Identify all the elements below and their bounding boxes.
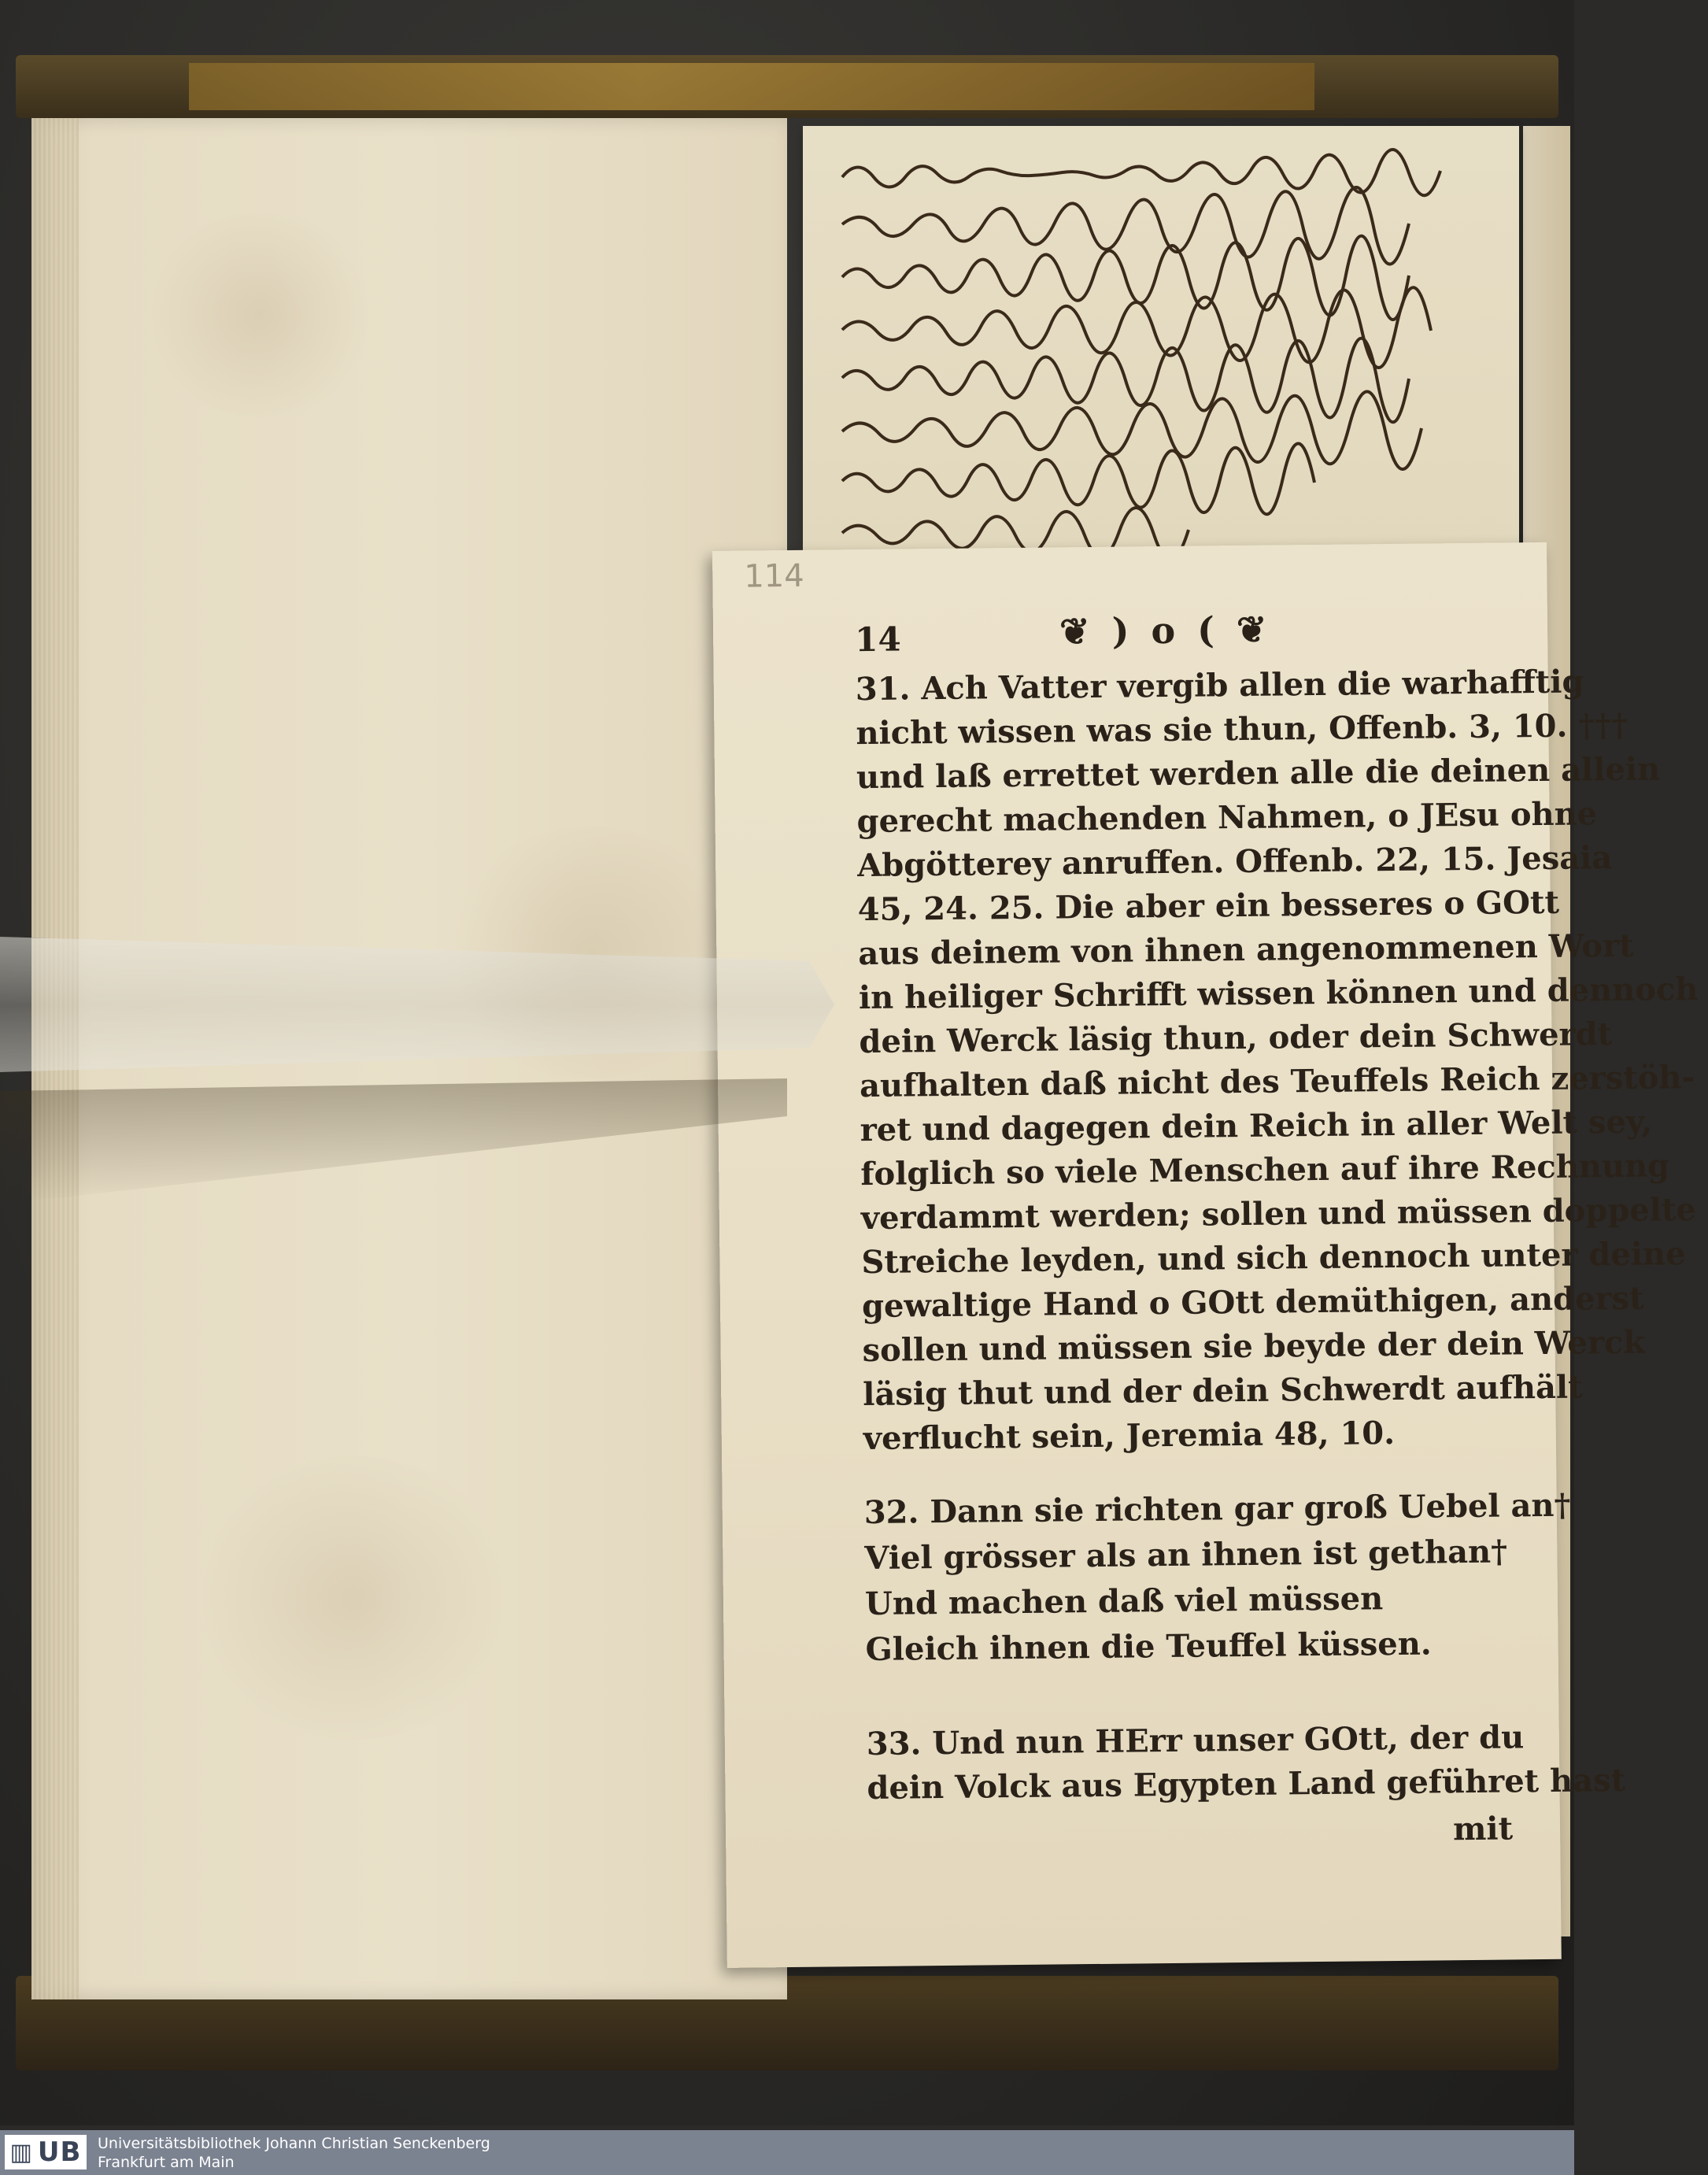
paragraph-33 <box>866 1715 1626 1811</box>
paper-stain <box>142 213 378 417</box>
handwriting-line <box>834 150 1488 192</box>
text-line: verflucht sein, Jeremia 48, 10. <box>863 1414 1396 1458</box>
text-line: und laß errettet werden alle die deinen allein <box>856 750 1661 797</box>
institution-city: Frankfurt am Main <box>98 2154 235 2171</box>
text-line: 45, 24. 25. Die aber ein besseres o GOtt <box>857 883 1560 929</box>
handwritten-note-page <box>803 126 1519 567</box>
printed-page <box>712 542 1699 1968</box>
text-line: sollen und müssen sie beyde der dein Werck <box>862 1323 1646 1370</box>
paragraph-31 <box>855 661 1699 1462</box>
text-line: dein Volck aus Egypten Land geführet hast <box>867 1761 1626 1807</box>
text-line: dein Werck läsig thun, oder dein Schwerdt <box>859 1015 1613 1061</box>
text-line: verdammt werden; sollen und müssen doppelte <box>860 1190 1697 1237</box>
library-footer <box>0 2130 1574 2175</box>
handwriting-line <box>834 303 1488 346</box>
text-line: in heiliger Schrifft wissen können und dennoch <box>858 970 1699 1017</box>
text-line: 31. Ach Vatter vergib allen die warhafftig <box>855 663 1584 708</box>
handwriting-line <box>834 252 1488 294</box>
text-line: Abgötterey anruffen. Offenb. 22, 15. Jesaia <box>856 839 1613 885</box>
text-line: läsig thut und der dein Schwerdt aufhält <box>862 1368 1583 1414</box>
text-line: gewaltige Hand o GOtt demüthigen, anderst <box>861 1279 1644 1326</box>
gilded-edge <box>189 63 1314 110</box>
verse-line: Viel grösser als an ihnen ist gethan† <box>864 1533 1508 1578</box>
handwriting-line <box>834 457 1488 499</box>
library-emblem-icon: ▥ <box>9 2138 33 2166</box>
verse-line: Und machen daß viel müssen <box>864 1580 1384 1623</box>
handwriting-line <box>834 405 1488 448</box>
header-ornament: ❦ ) o ( ❦ <box>1059 608 1272 653</box>
text-line: gerecht machenden Nahmen, o JEsu ohne <box>856 795 1598 841</box>
paper-stain <box>189 1456 519 1740</box>
handwriting-line <box>834 201 1488 243</box>
verse-line: 32. Dann sie richten gar groß Uebel an† <box>863 1486 1571 1532</box>
text-line: folglich so viele Menschen auf ihre Rechnung <box>860 1147 1670 1193</box>
text-line: nicht wissen was sie thun, Offenb. 3, 10. ††† <box>856 706 1629 753</box>
text-line: ret und dagegen dein Reich in aller Welt sey, <box>860 1103 1653 1149</box>
logo-text: UB <box>37 2136 82 2168</box>
handwriting-line <box>834 354 1488 397</box>
library-logo <box>5 2135 87 2169</box>
verse-32 <box>863 1483 1571 1673</box>
institution-name: Universitätsbibliothek Johann Christian Senckenberg <box>98 2135 490 2152</box>
verse-line: Gleich ihnen die Teuffel küssen. <box>865 1625 1432 1669</box>
text-line: Streiche leyden, und sich dennoch unter deine <box>861 1235 1686 1282</box>
catchword: mit <box>1452 1810 1514 1848</box>
text-line: aus deinem von ihnen angenommenen Wort <box>858 927 1634 973</box>
text-line: 33. Und nun HErr unser GOtt, der du <box>866 1718 1525 1763</box>
text-line: aufhalten daß nicht des Teuffels Reich zerstöh- <box>859 1058 1695 1105</box>
pencil-folio-number: 114 <box>744 557 804 595</box>
page-number: 14 <box>854 620 901 660</box>
